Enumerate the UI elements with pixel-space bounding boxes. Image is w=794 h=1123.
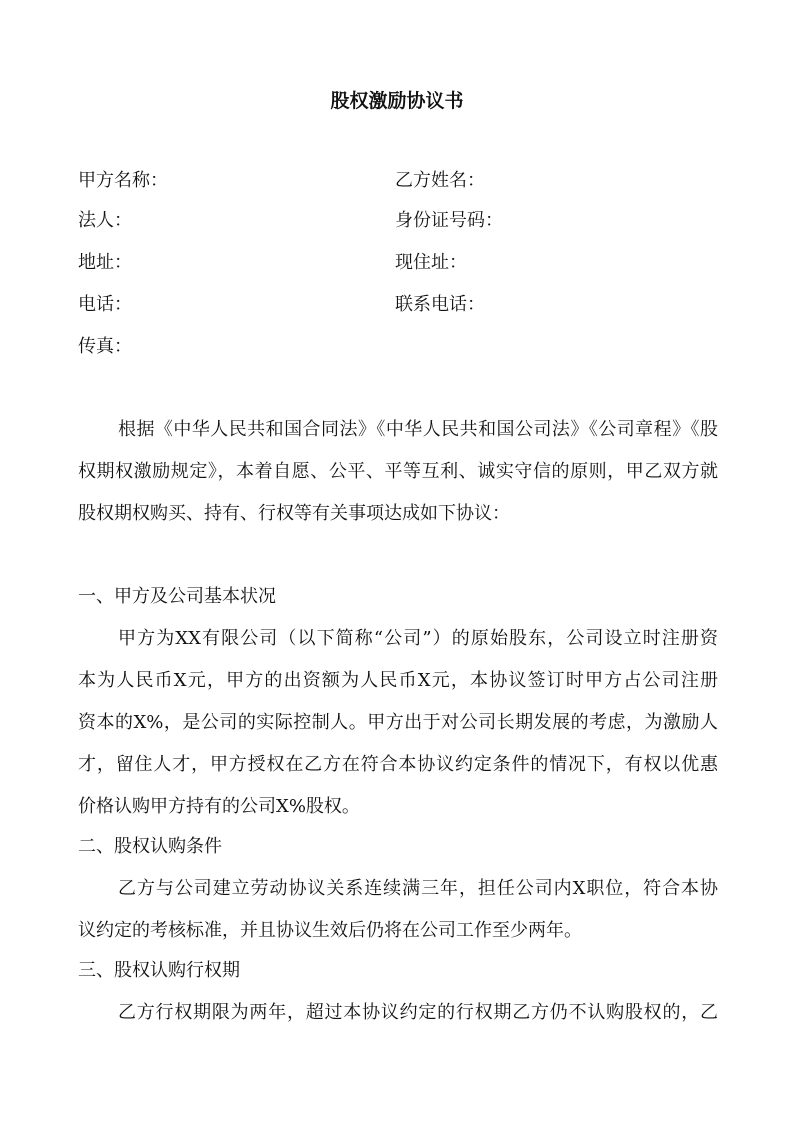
preamble-line: 权期权激励规定》，本着自愿、公平、平等互利、诚实守信的原则，甲乙双方就	[78, 461, 718, 482]
section-line: 乙方与公司建立劳动协议关系连续满三年，担任公司内X职位，符合本协	[118, 878, 718, 899]
current-address-label: 现住址：	[395, 252, 467, 273]
section-line: 本为人民币X元，甲方的出资额为人民币X元，本协议签订时甲方占公司注册	[78, 670, 718, 691]
phone-label: 电话：	[78, 294, 132, 315]
section-line: 资本的X%，是公司的实际控制人。甲方出于对公司长期发展的考虑，为激励人	[78, 712, 718, 733]
section-heading: 一、甲方及公司基本状况	[78, 586, 276, 607]
legal-rep-label: 法人：	[78, 210, 132, 231]
section-heading: 三、股权认购行权期	[78, 960, 240, 981]
address-label: 地址：	[78, 252, 132, 273]
section-heading: 二、股权认购条件	[78, 836, 222, 857]
document-title: 股权激励协议书	[330, 90, 464, 112]
preamble-line: 根据《中华人民共和国合同法》《中华人民共和国公司法》《公司章程》《股	[118, 419, 718, 440]
section-line: 甲方为XX有限公司（以下简称“公司”）的原始股东，公司设立时注册资	[118, 628, 718, 649]
preamble-line: 股权期权购买、持有、行权等有关事项达成如下协议：	[78, 503, 510, 524]
section-line: 价格认购甲方持有的公司X%股权。	[78, 796, 360, 817]
section-line: 才，留住人才，甲方授权在乙方在符合本协议约定条件的情况下，有权以优惠	[78, 754, 718, 775]
section-line: 乙方行权期限为两年，超过本协议约定的行权期乙方仍不认购股权的，乙	[118, 1002, 718, 1023]
contact-phone-label: 联系电话：	[395, 294, 485, 315]
id-number-label: 身份证号码：	[395, 210, 503, 231]
fax-label: 传真：	[78, 336, 132, 357]
section-line: 议约定的考核标准，并且协议生效后仍将在公司工作至少两年。	[78, 920, 582, 941]
party-a-name-label: 甲方名称：	[78, 170, 168, 191]
party-b-name-label: 乙方姓名：	[395, 170, 485, 191]
